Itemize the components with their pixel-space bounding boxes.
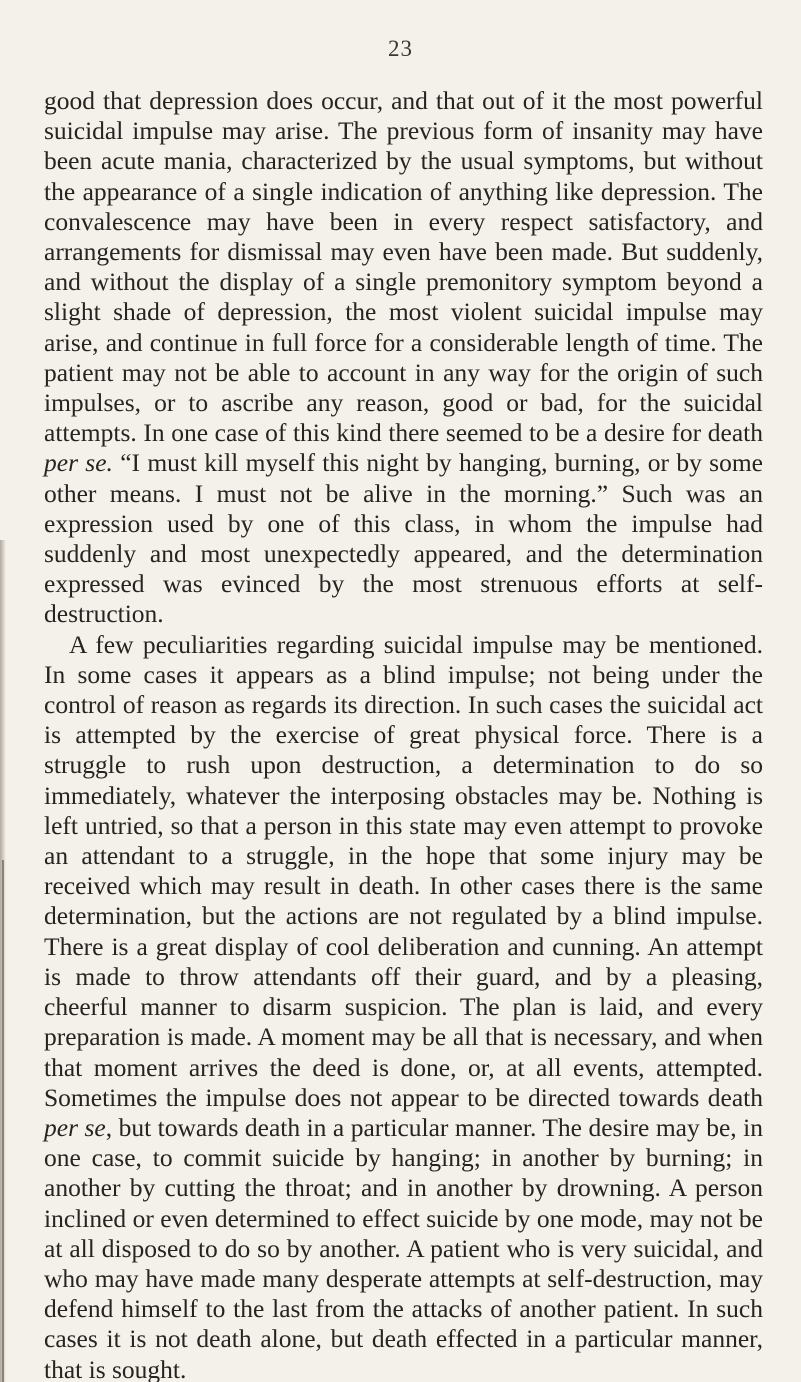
paragraph-1-text-b: “I must kill myself this night by hanging, burning, or by some other means. I must not be alive in the morning.” Such was an expression used by one of this class, in whom the impulse had suddenly and most unexpectedly appeared, and the determination expressed was evinced by the most strenuous efforts at self-destruction. — [44, 448, 763, 629]
paragraph-2 — [44, 630, 763, 1382]
page-number: 23 — [388, 36, 413, 61]
paragraph-1-italic-per-se: per se. — [44, 448, 113, 478]
page-edge-line — [2, 860, 4, 1382]
paragraph-2-text-b: , but towards death in a particular manner. The desire may be, in one case, to commit suicide by hanging; in another by burning; in another by cutting the throat; and in another by drowning. A person inclined or even determined to effect suicide by one mode, may not be at all disposed to do so by another. A patient who is very suicidal, and who may have made many desperate attempts at self-destruction, may defend himself to the last from the attacks of another patient. In such cases it is not death alone, but death effected in a particular manner, that is sought. — [44, 1112, 764, 1382]
body-text — [44, 86, 763, 1382]
paragraph-2-italic-per-se: per se — [44, 1112, 106, 1142]
paragraph-1-text-a: good that depression does occur, and that out of it the most powerful suicidal impulse may arise. The previous form of insanity may have been acute mania, characterized by the usual symptoms, but without the appearance of a single indication of anything like depression. The convalescence may have been in every respect satisfactory, and arrangements for dismissal may even have been made. But suddenly, and without the display of a single premonitory symptom beyond a slight shade of depression, the most violent suicidal impulse may arise, and continue in full force for a considerable length of time. The patient may not be able to account in any way for the origin of such impulses, or to ascribe any reason, good or bad, for the suicidal attempts. In one case of this kind there seemed to be a desire for death — [44, 86, 763, 448]
paragraph-2-text-a: A few peculiarities regarding suicidal impulse may be mentioned. In some cases it appears as a blind impulse; not being under the control of reason as regards its direction. In such cases the suicidal act is attempted by the exercise of great physical force. There is a struggle to rush upon destruction, a determination to do so immediately, whatever the interposing obstacles may be. Nothing is left untried, so that a person in this state may even attempt to provoke an attendant to a struggle, in the hope that some injury may be received which may result in death. In other cases there is the same determination, but the actions are not regulated by a blind impulse. There is a great display of cool deliberation and cunning. An attempt is made to throw attendants off their guard, and by a pleasing, cheerful manner to disarm suspicion. The plan is laid, and every preparation is made. A moment may be all that is necessary, and when that moment arrives the deed is done, or, at all events, attempted. Sometimes the impulse does not appear to be directed towards death — [44, 629, 763, 1112]
paragraph-1 — [44, 86, 763, 630]
